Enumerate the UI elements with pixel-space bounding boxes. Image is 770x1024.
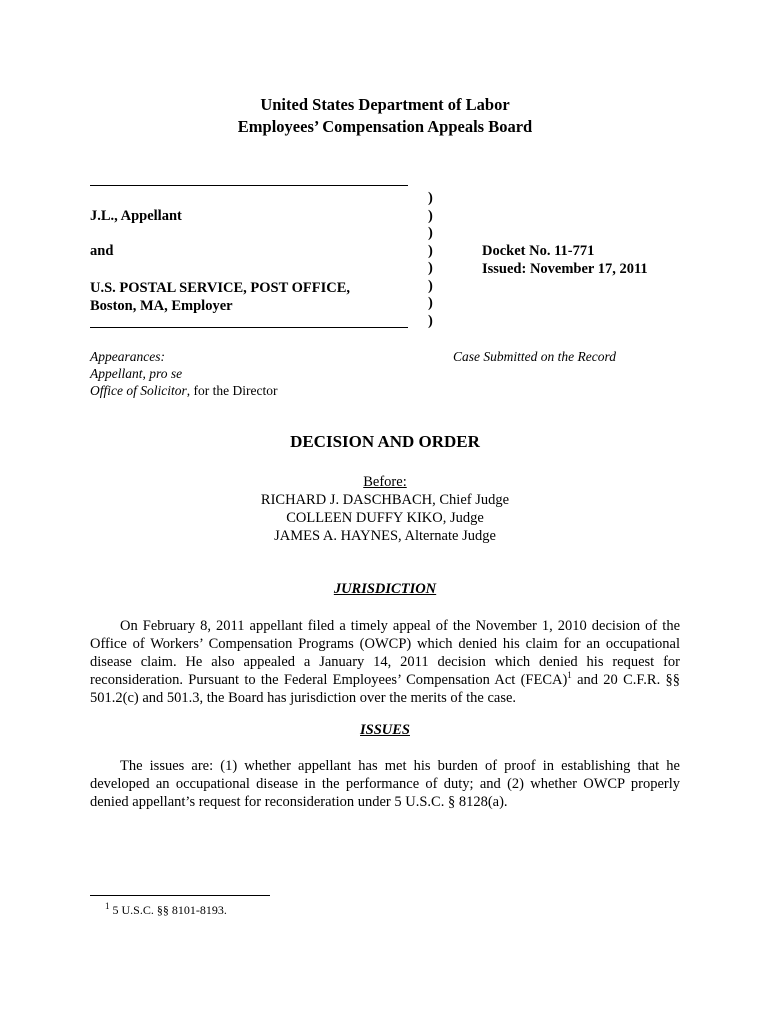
- footnote-text: 5 U.S.C. §§ 8101-8193.: [109, 903, 227, 917]
- issues-text: The issues are: (1) whether appellant has met his burden of proof in establishing that he developed an occupational disease in the performance of duty; and (2) whether OWCP properly denied appellant’s request for reconsideration under 5 U.S.C. § 8128(a).: [90, 758, 680, 810]
- solicitor-name: Office of Solicitor: [90, 383, 187, 398]
- footnote-number: 1: [105, 901, 110, 911]
- board-title: Employees’ Compensation Appeals Board: [237, 117, 533, 136]
- jurisdiction-heading: [0, 580, 770, 598]
- footnote-ref: 1: [567, 670, 572, 681]
- employer-line-1: U.S. POSTAL SERVICE, POST OFFICE,: [90, 280, 351, 296]
- before-label: [0, 473, 770, 491]
- appellant-name: J.L., Appellant: [90, 208, 182, 224]
- jurisdiction-paragraph: [90, 617, 680, 707]
- solicitor-line: [90, 382, 277, 400]
- caption-paren: ): [428, 225, 433, 241]
- caption-top-rule: [90, 185, 408, 186]
- employer-line-2: Boston, MA, Employer: [90, 298, 233, 314]
- caption-paren: ): [428, 242, 433, 259]
- agency-title: United States Department of Labor: [260, 95, 510, 114]
- caption-bottom-rule: [90, 327, 408, 328]
- caption-paren: ): [428, 295, 433, 311]
- caption-paren: ): [428, 190, 433, 206]
- jurisdiction-heading-text: JURISDICTION: [333, 581, 437, 597]
- caption-paren: ): [428, 312, 433, 329]
- solicitor-role: , for the Director: [186, 383, 278, 398]
- judge-3: JAMES A. HAYNES, Alternate Judge: [274, 528, 496, 544]
- caption-and: and: [90, 243, 114, 259]
- jurisdiction-text-2: and 20 C.F.R. §§ 501.2(c) and 501.3, the Board has jurisdiction over the merits of the case.: [90, 672, 680, 706]
- judge-2: COLLEEN DUFFY KIKO, Judge: [286, 510, 484, 526]
- issues-heading: [0, 721, 770, 739]
- appearances-label: Appearances:: [90, 349, 165, 364]
- issues-paragraph: [90, 757, 680, 811]
- caption-paren: ): [428, 260, 433, 276]
- caption-paren: ): [428, 207, 433, 224]
- footnote-rule: [90, 895, 270, 896]
- issued-date: Issued: November 17, 2011: [482, 261, 648, 277]
- judge-1: RICHARD J. DASCHBACH, Chief Judge: [260, 492, 510, 508]
- footnote: [105, 902, 227, 918]
- decision-title: DECISION AND ORDER: [290, 432, 480, 451]
- docket-number: Docket No. 11-771: [482, 243, 595, 259]
- issues-heading-text: ISSUES: [360, 722, 410, 738]
- caption-paren: ): [428, 277, 433, 294]
- before-label-text: Before:: [363, 474, 407, 490]
- jurisdiction-text-1: On February 8, 2011 appellant filed a timely appeal of the November 1, 2010 decision of the Office of Workers’ Compensation Programs (OWCP) which denied his claim for an occupational disease claim. He also appealed a January 14, 2011 decision which denied his request for reconsideration. Pursuant to the Federal Employees’ Compensation Act (FECA): [90, 618, 680, 688]
- appellant-pro-se: Appellant, pro se: [90, 366, 183, 381]
- case-submitted: Case Submitted on the Record: [453, 349, 616, 364]
